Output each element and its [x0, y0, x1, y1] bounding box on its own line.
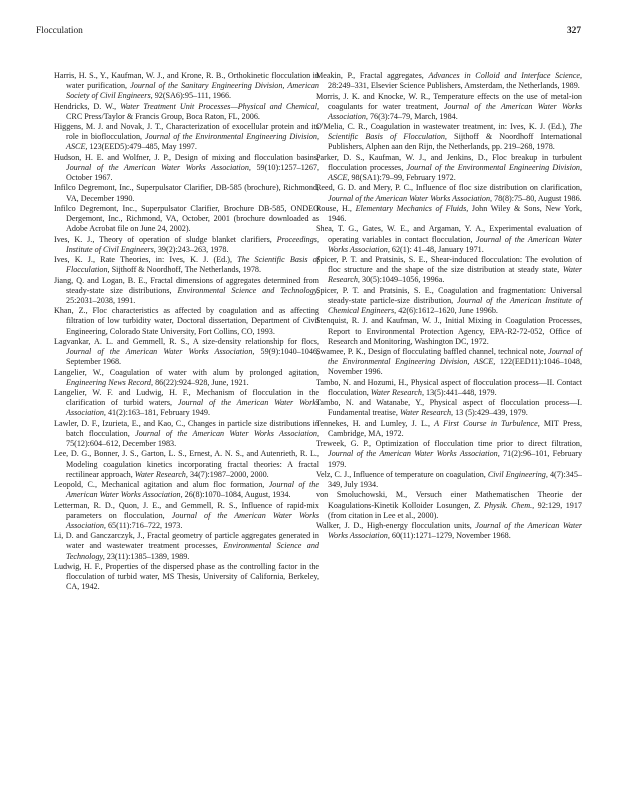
- reference-italic-segment: Elementary Mechanics of Fluids,: [355, 203, 469, 213]
- reference-text-segment: Leopold, C., Mechanical agitation and alum floc formation,: [54, 480, 269, 490]
- reference-entry: [54, 501, 319, 531]
- reference-entry: [316, 204, 582, 224]
- reference-entry: [54, 337, 319, 367]
- reference-text-segment: Treweek, G. P., Optimization of flocculation time prior to direct filtration,: [316, 439, 582, 449]
- reference-text-segment: 122(EED11):1046–1048, November 1996.: [328, 357, 582, 377]
- reference-text-segment: 4(7):345–349, July 1934.: [328, 469, 582, 490]
- reference-text-segment: John Wiley & Sons, New York, 1946.: [328, 203, 582, 224]
- reference-text-segment: Hudson, H. E. and Wolfner, J. P., Design of mixing and flocculation basins,: [54, 152, 319, 162]
- reference-italic-segment: Engineering News Record,: [66, 377, 154, 387]
- reference-entry: [54, 102, 319, 122]
- reference-italic-segment: Journal of the American Institute of Chemical Engineers,: [328, 295, 582, 316]
- reference-italic-segment: Journal of the Environmental Engineering Division, ASCE,: [66, 132, 319, 152]
- reference-text-segment: 39(2):243–263, 1978.: [155, 244, 229, 254]
- reference-text-segment: Tambo, N. and Watanabe, Y., Physical aspect of flocculation process—I. Fundamental treatise,: [316, 398, 582, 418]
- reference-text-segment: Ives, K. J., Theory of operation of sludge blanket clarifiers,: [54, 234, 277, 244]
- reference-entry: [54, 449, 319, 479]
- reference-text-segment: Ludwig, H. F., Properties of the dispersed phase as the controlling factor in the flocculation of turbid water, MS Thesis, University of California, Berkeley, CA, 1942.: [54, 561, 319, 592]
- reference-entry: [316, 347, 582, 377]
- reference-entry: [316, 439, 582, 469]
- reference-text-segment: Velz, C. J., Influence of temperature on coagulation,: [316, 469, 488, 479]
- reference-text-segment: Rouse, H.,: [316, 203, 356, 213]
- reference-text-segment: Reed, G. D. and Mery, P. C., Influence of floc size distribution on clarification,: [316, 183, 582, 193]
- reference-text-segment: 13 (5):429–439, 1979.: [453, 408, 528, 418]
- reference-text-segment: 41(2):163–181, February 1949.: [105, 408, 210, 418]
- reference-italic-segment: Journal of the Environmental Engineering Division, ASCE,: [328, 162, 582, 183]
- references-left-column: [54, 71, 319, 593]
- reference-text-segment: Sijthoff & Noordhoff International Publishers, Alphen aan den Rijn, the Netherlands, pp. 219–268, 1978.: [328, 132, 582, 152]
- reference-italic-segment: Water Treatment Unit Processes—Physical and Chemical,: [120, 101, 319, 111]
- reference-text-segment: Shea, T. G., Gates, W. E., and Argaman, Y. A., Experimental evaluation of operating variables in contact flocculation,: [316, 224, 582, 244]
- reference-entry: [54, 204, 319, 234]
- reference-text-segment: 76(3):74–79, March, 1984.: [367, 111, 458, 121]
- reference-text-segment: Hendricks, D. W.,: [54, 101, 121, 111]
- reference-entry: [54, 531, 319, 561]
- reference-text-segment: 65(11):716–722, 1973.: [105, 520, 183, 530]
- reference-text-segment: Swamee, P. K., Design of flocculating baffled channel, technical note,: [316, 347, 549, 357]
- reference-entry: [316, 470, 582, 490]
- reference-text-segment: 42(6):1612–1620, June 1996b.: [396, 306, 498, 316]
- reference-italic-segment: Journal of the American Water Works Association,: [66, 162, 251, 172]
- reference-text-segment: Infilco Degremont, Inc., Superpulsator Clarifier, Brochure DB-585, ONDEO Dergemont, Inc., Richmond, VA, October, 2001 (brochure downloaded as Adobe Acrobat file on June 24, 2002).: [54, 203, 319, 234]
- reference-italic-segment: A First Course in Turbulence,: [434, 418, 540, 428]
- reference-italic-segment: Journal of the American Water Works Association,: [328, 193, 493, 203]
- reference-entry: [54, 419, 319, 449]
- reference-italic-segment: Environmental Science and Technology,: [66, 541, 319, 561]
- reference-entry: [54, 255, 319, 275]
- reference-italic-segment: Water Research,: [399, 408, 454, 418]
- reference-text-segment: Harris, H. S., Y., Kaufman, W. J., and Krone, R. B., Orthokinetic flocculation in water purification,: [54, 71, 319, 91]
- reference-text-segment: MIT Press, Cambridge, MA, 1972.: [328, 418, 583, 438]
- reference-entry: [54, 388, 319, 418]
- reference-text-segment: Letterman, R. D., Quon, J. E., and Gemmell, R. S., Influence of rapid-mix parameters on flocculation,: [54, 500, 319, 520]
- reference-text-segment: Tennekes, H. and Lumley, J. L.,: [316, 418, 435, 428]
- reference-italic-segment: Water Research,: [328, 265, 582, 285]
- references-right-column: [316, 71, 582, 542]
- reference-entry: [54, 122, 319, 152]
- reference-text-segment: Higgens, M. J. and Novak, J. T., Characterization of exocellular protein and its role in bioflocculation,: [54, 122, 319, 142]
- reference-text-segment: 34(7):1987–2000, 2000.: [187, 469, 269, 479]
- reference-italic-segment: Civil Engineering,: [487, 469, 548, 479]
- reference-text-segment: 86(22):924–928, June, 1921.: [153, 377, 249, 387]
- reference-italic-segment: Journal of the American Water Works Association,: [328, 449, 500, 459]
- reference-italic-segment: Journal of the American Water Works Association,: [66, 510, 319, 530]
- reference-italic-segment: Water Research,: [370, 387, 424, 397]
- reference-italic-segment: Journal of the American Water Works Association,: [328, 521, 582, 541]
- reference-entry: [54, 480, 319, 500]
- reference-text-segment: 28:249–331, Elsevier Science Publishers, Amsterdam, the Netherlands, 1989.: [328, 81, 580, 91]
- reference-text-segment: Ives, K. J., Rate Theories, in: Ives, K. J. (Ed.),: [54, 255, 238, 265]
- reference-italic-segment: Z. Physik. Chem.,: [474, 500, 535, 510]
- reference-text-segment: 60(11):1271–1279, November 1968.: [389, 531, 511, 541]
- reference-italic-segment: Water Research,: [134, 469, 188, 479]
- reference-text-segment: Khan, Z., Floc characteristics as affected by coagulation and as affecting filtration of low turbidity water, Doctoral dissertation, Department of Civil Engineering, Colorado State University, Fort Collins, CO, 1993.: [54, 306, 319, 336]
- reference-text-segment: Parker, D. S., Kaufman, W. J., and Jenkins, D., Floc breakup in turbulent flocculation processes,: [316, 152, 582, 172]
- reference-text-segment: Sijthoff & Noordhoff, The Netherlands, 1978.: [109, 265, 261, 275]
- reference-text-segment: 92:129, 1917 (from citation in Lee et al., 2000).: [328, 500, 582, 520]
- reference-entry: [316, 255, 582, 285]
- reference-italic-segment: Advances in Colloid and Interface Science,: [428, 71, 583, 80]
- reference-text-segment: Morris, J. K. and Knocke, W. R., Temperature effects on the use of metal-ion coagulants for water treatment,: [316, 91, 582, 111]
- reference-entry: [316, 316, 582, 346]
- reference-text-segment: Tambo, N. and Hozumi, H., Physical aspect of flocculation process—II. Contact flocculation,: [316, 377, 582, 397]
- reference-italic-segment: Journal of the Sanitary Engineering Division, American Society of Civil Engineers,: [66, 81, 319, 101]
- reference-text-segment: Lawler, D. F., Izurieta, E., and Kao, C., Changes in particle size distributions in batch flocculation,: [54, 418, 319, 438]
- reference-entry: [316, 92, 582, 122]
- reference-text-segment: 13(5):441–448, 1979.: [423, 387, 497, 397]
- reference-italic-segment: Journal of the American Water Works Association,: [66, 398, 319, 418]
- reference-italic-segment: Journal of the American Water Works Association,: [66, 347, 255, 357]
- reference-entry: [316, 122, 582, 152]
- reference-text-segment: Walker, J. D., High-energy flocculation units,: [316, 521, 476, 531]
- reference-entry: [316, 398, 582, 418]
- reference-italic-segment: Environmental Science and Technology,: [177, 285, 319, 295]
- reference-entry: [316, 490, 582, 520]
- reference-text-segment: 71(2):96–101, February 1979.: [328, 449, 583, 469]
- reference-italic-segment: Journal of the American Water Works Association,: [135, 428, 319, 438]
- running-title: Flocculation: [36, 26, 83, 36]
- reference-text-segment: Lagvankar, A. L. and Gemmell, R. S., A size-density relationship for flocs,: [54, 336, 319, 346]
- reference-text-segment: 78(8):75–80, August 1986.: [492, 193, 582, 203]
- reference-text-segment: 26(8):1070–1084, August, 1934.: [182, 490, 291, 500]
- reference-entry: [316, 286, 582, 316]
- reference-italic-segment: Journal of the Environmental Engineering Division, ASCE,: [328, 347, 582, 367]
- reference-text-segment: Langelier, W., Coagulation of water with alum by prolonged agitation,: [54, 367, 319, 377]
- reference-text-segment: 62(1): 41–48, January 1971.: [389, 244, 484, 254]
- reference-text-segment: CRC Press/Taylor & Francis Group, Boca Raton, FL, 2006.: [66, 111, 260, 121]
- reference-text-segment: 98(SA1):79–99, February 1972.: [349, 173, 456, 183]
- reference-italic-segment: Proceedings, Institute of Civil Engineers,: [66, 234, 319, 254]
- reference-text-segment: 92(SA6):95–111, 1966.: [152, 91, 232, 101]
- reference-entry: [316, 71, 582, 91]
- reference-text-segment: 75(12):604–612, December 1983.: [66, 439, 177, 449]
- running-header: [36, 26, 581, 42]
- reference-text-segment: Jiang, Q. and Logan, B. E., Fractal dimensions of aggregates determined from steady-state size distributions,: [54, 275, 319, 295]
- reference-text-segment: Infilco Degremont, Inc., Superpulsator Clarifier, DB-585 (brochure), Richmond, VA, December 1990.: [54, 183, 319, 203]
- reference-entry: [54, 71, 319, 101]
- reference-text-segment: O'Melia, C. R., Coagulation in wastewater treatment, in: Ives, K. J. (Ed.),: [316, 122, 570, 132]
- reference-entry: [54, 153, 319, 183]
- reference-text-segment: Stenquist, R. J. and Kaufman, W. J., Initial Mixing in Coagulation Processes, Report to Environmental Protection Agency, EPA-R2-72-052, Office of Research and Monitoring, Washington DC, 1972.: [316, 316, 582, 346]
- reference-text-segment: 25:2031–2038, 1991.: [66, 295, 136, 305]
- reference-entry: [54, 562, 319, 592]
- reference-entry: [316, 521, 582, 541]
- reference-text-segment: Meakin, P., Fractal aggregates,: [316, 71, 429, 80]
- reference-text-segment: 59(10):1257–1267, October 1967.: [66, 162, 319, 183]
- reference-entry: [54, 306, 319, 336]
- reference-text-segment: 30(5):1049–1056, 1996a.: [359, 275, 445, 285]
- reference-text-segment: von Smoluchowski, M., Versuch einer Mathematischen Theorie der Koagulations-Kinetik Kolloider Losungen,: [316, 490, 582, 510]
- reference-entry: [316, 419, 582, 439]
- reference-entry: [316, 183, 582, 203]
- reference-entry: [54, 235, 319, 255]
- reference-entry: [54, 183, 319, 203]
- reference-entry: [316, 224, 582, 254]
- reference-text-segment: Spicer, P. T. and Pratsinis, S. E., Shear-induced flocculation: The evolution of floc structure and the shape of the size distribution at steady state,: [316, 255, 582, 275]
- reference-text-segment: Lee, D. G., Bonner, J. S., Garton, L. S., Ernest, A. N. S., and Autenrieth, R. L., Modeling coagulation kinetics incorporating fractal theories: A fractal rectilinear approach,: [54, 449, 319, 479]
- reference-entry: [54, 368, 319, 388]
- reference-text-segment: Langelier, W. F. and Ludwig, H. F., Mechanism of flocculation in the clarification of turbid waters,: [54, 388, 319, 408]
- reference-italic-segment: The Scientific Basis of Flocculation,: [328, 122, 582, 142]
- reference-italic-segment: The Scientific Basis of Flocculation,: [66, 255, 319, 275]
- page-number: 327: [566, 26, 581, 36]
- reference-text-segment: Li, D. and Ganczarczyk, J., Fractal geometry of particle aggregates generated in water and wastewater treatment processes,: [54, 531, 319, 551]
- reference-text-segment: 123(EED5):479–485, May 1997.: [87, 142, 197, 152]
- reference-text-segment: Spicer, P. T. and Pratsinis, S. E., Coagulation and fragmentation: Universal steady-state particle-size distribution,: [316, 285, 582, 305]
- reference-entry: [316, 378, 582, 398]
- reference-italic-segment: Journal of the American Water Works Association,: [328, 234, 582, 254]
- reference-italic-segment: Journal of the American Water Works Association,: [66, 480, 319, 500]
- reference-text-segment: 59(9):1040–1046, September 1968.: [66, 347, 319, 367]
- reference-text-segment: 23(11):1385–1389, 1989.: [104, 551, 190, 561]
- reference-entry: [316, 153, 582, 183]
- reference-italic-segment: Journal of the American Water Works Association,: [328, 101, 582, 121]
- reference-entry: [54, 276, 319, 306]
